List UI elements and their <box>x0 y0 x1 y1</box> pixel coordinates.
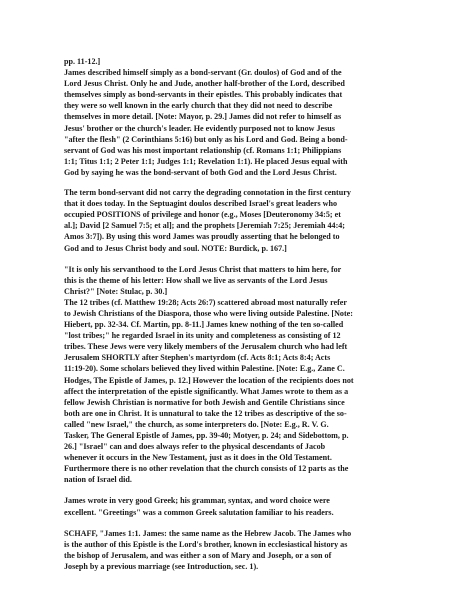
paragraph-schaff: SCHAFF, "James 1:1. James: the same name as the Hebrew Jacob. The James who is the author of this Epistle is the Lord's brother, known in ecclesiastical history as the bishop of Jerusalem, and was either a son of Mary and Joseph, or a son of Joseph by a previous marriage (see Introduction, sec. 1). <box>64 528 352 571</box>
paragraph-greek: James wrote in very good Greek; his grammar, syntax, and word choice were excellent. "Greetings" was a common Greek salutation familiar to his readers. <box>64 496 334 517</box>
paragraph-bond-servant: pp. 11-12.] James described himself simply as a bond-servant (Gr. doulos) of God and of the Lord Jesus Christ. Only he and Jude, another half-brother of the Lord, described themselves simply as bond-servants in their epistles. This probably indicates that they were so well known in the early church that they did not need to describe themselves in more detail. [Note: Mayor, p. 29.] James did not refer to himself as Jesus' brother or the church's leader. He evidently purposed not to know Jesus "after the flesh" (2 Corinthians 5:16) but only as his Lord and God. Being a bond- servant of God was his most important relationship (cf. Romans 1:1; Philippians 1:1; Titus 1:1; 2 Peter 1:1; Judges 1:1; Revelation 1:1). He placed Jesus equal with God by saying he was the bond-servant of both God and the Lord Jesus Christ. <box>64 57 348 177</box>
paragraph-twelve-tribes: "It is only his servanthood to the Lord Jesus Christ that matters to him here, for this is the theme of his letter: How shall we live as servants of the Lord Jesus Christ?" [Note: Stulac, p. 30.] The 12 tribes (cf. Matthew 19:28; Acts 26:7) scattered abroad most naturally refer to Jewish Christians of the Diaspora, those who were living outside Palestine. [Note: Hiebert, pp. 32-34. Cf. Martin, pp. 8-11.] James knew nothing of the ten so-called "lost tribes;" he regarded Israel in its unity and completeness as consisting of 12 tribes. These Jews were very likely members of the Jerusalem church who had left Jerusalem SHORTLY after Stephen's martyrdom (cf. Acts 8:1; Acts 8:4; Acts 11:19-20). Some scholars believed they lived within Palestine. [Note: E.g., Zane C. Hodges, The Epistle of James, p. 12.] However the location of the recipients does not affect the interpretation of the epistle significantly. What James wrote to them as a fellow Jewish Christian is normative for both Jewish and Gentile Christians since both are one in Christ. It is unnatural to take the 12 tribes as descriptive of the so- called "new Israel," the church, as some interpreters do. [Note: E.g., R. V. G. Tasker, The General Epistle of James, pp. 39-40; Motyer, p. 24; and Sidebottom, p. 26.] "Israel" can and does always refer to the physical descendants of Jacob whenever it occurs in the New Testament, just as it does in the Old Testament. Furthermore there is no other revelation that the church consists of 12 parts as the nation of Israel did. <box>64 264 354 485</box>
paragraph-term-bond-servant: The term bond-servant did not carry the degrading connotation in the first century that it does today. In the Septuagint doulos described Israel's great leaders who occupied POSITIONS of privilege and honor (e.g., Moses [Deuteronomy 34:5; et al.]; David [2 Samuel 7:5; et al]; and the prophets [Jeremiah 7:25; Jeremiah 44:4; Amos 3:7]). By using this word James was proudly asserting that he belonged to God and to Jesus Christ body and soul. NOTE: Burdick, p. 167.] <box>64 188 351 253</box>
